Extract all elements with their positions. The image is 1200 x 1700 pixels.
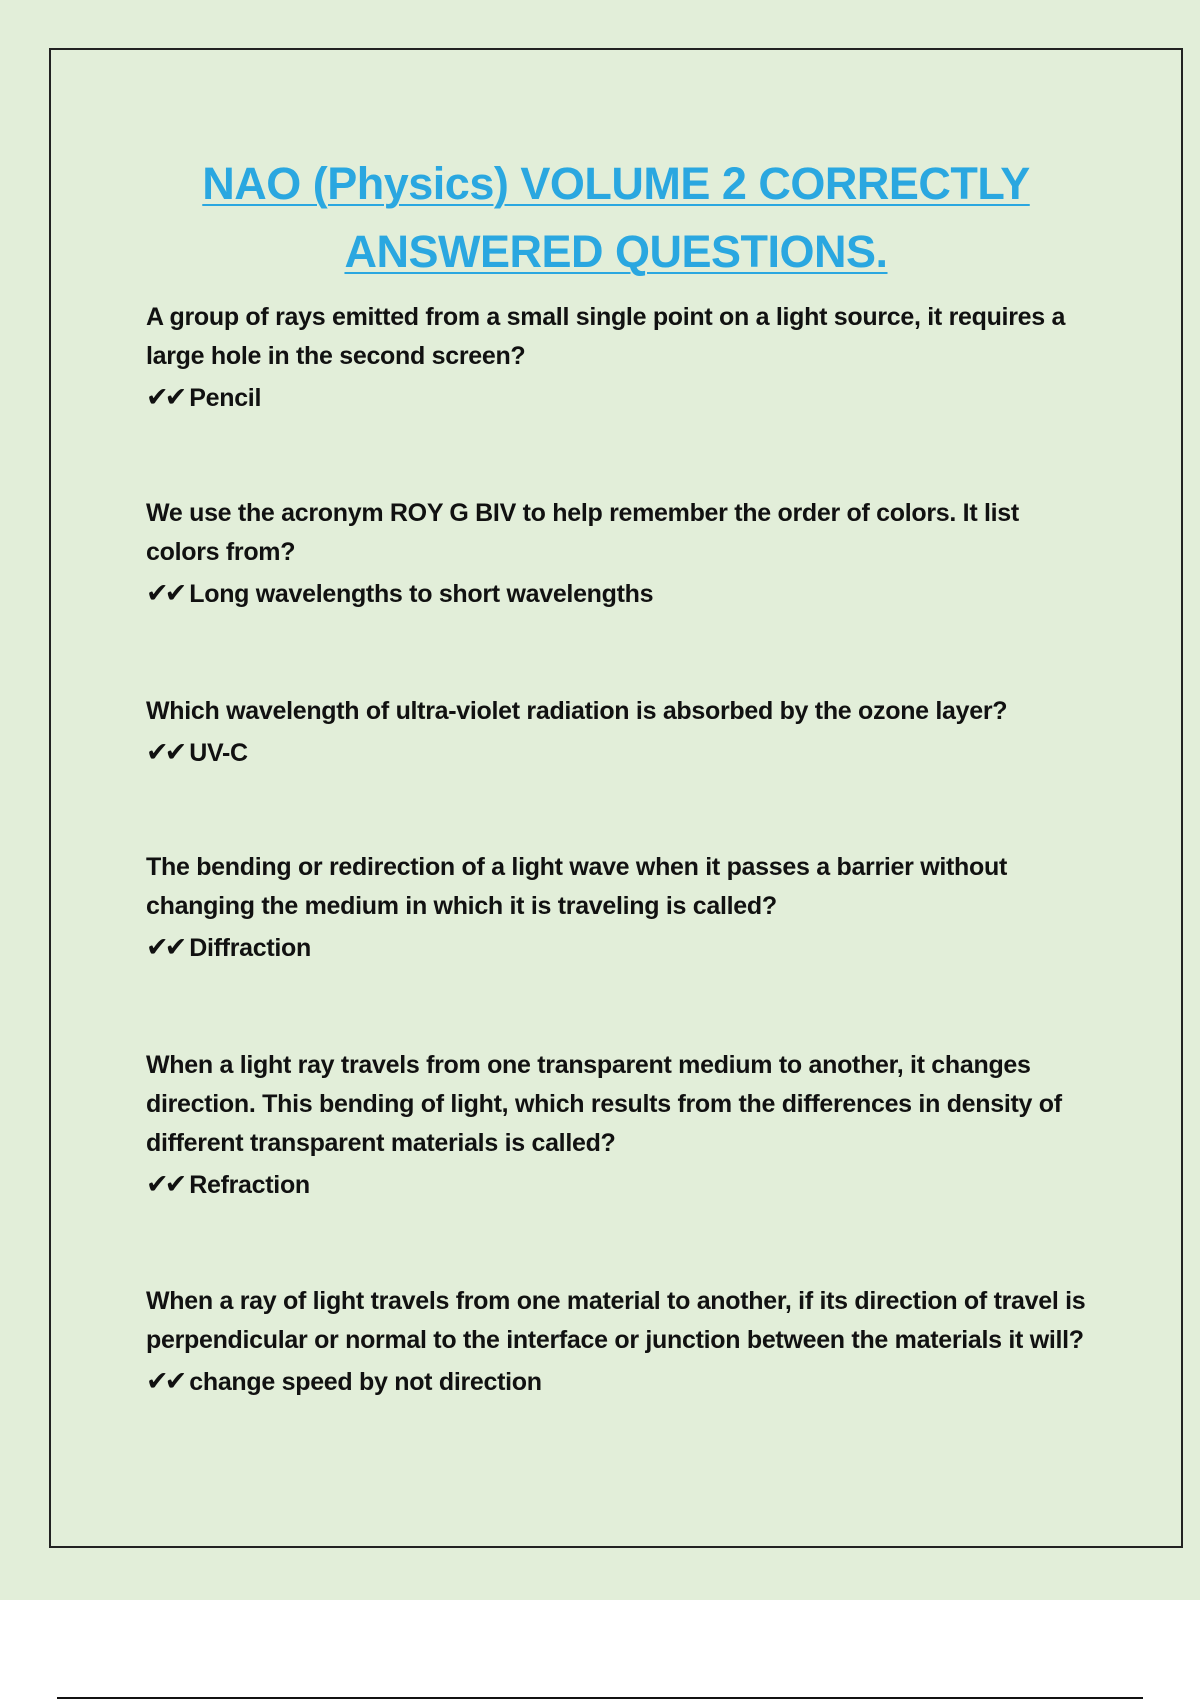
answer-line <box>146 931 1096 965</box>
question-text: Which wavelength of ultra-violet radiation is absorbed by the ozone layer? <box>146 697 1008 725</box>
question-text: We use the acronym ROY G BIV to help remember the order of colors. It list colors from? <box>146 499 1019 566</box>
answer-line <box>146 577 1096 611</box>
answer-text: change speed by not direction <box>189 1368 542 1396</box>
qa-item <box>146 848 1096 965</box>
qa-item <box>146 692 1096 770</box>
question-text: When a ray of light travels from one material to another, if its direction of travel is perpendicular or normal to the interface or junction between the materials it will? <box>146 1287 1086 1354</box>
answer-text: Pencil <box>189 384 262 412</box>
double-check-icon: ✔✔ <box>146 737 184 768</box>
qa-item <box>146 1046 1096 1202</box>
question-text: When a light ray travels from one transparent medium to another, it changes direction. This bending of light, which results from the differences in density of different transparent materials is called? <box>146 1051 1062 1157</box>
qa-item <box>146 1282 1096 1399</box>
question-text: The bending or redirection of a light wave when it passes a barrier without changing the medium in which it is traveling is called? <box>146 853 1007 920</box>
answer-text: UV-C <box>189 739 248 767</box>
double-check-icon: ✔✔ <box>146 1366 184 1397</box>
answer-text: Long wavelengths to short wavelengths <box>189 580 654 608</box>
answer-line <box>146 1365 1096 1399</box>
double-check-icon: ✔✔ <box>146 932 184 963</box>
qa-item <box>146 494 1096 611</box>
double-check-icon: ✔✔ <box>146 578 184 609</box>
double-check-icon: ✔✔ <box>146 1169 184 1200</box>
answer-line <box>146 1168 1096 1202</box>
answer-line <box>146 381 1096 415</box>
answer-text: Diffraction <box>189 934 311 962</box>
qa-item <box>146 298 1096 415</box>
footer-divider <box>57 1697 1143 1699</box>
answer-line <box>146 736 1096 770</box>
answer-text: Refraction <box>189 1171 310 1199</box>
question-text: A group of rays emitted from a small single point on a light source, it requires a large hole in the second screen? <box>146 303 1066 370</box>
document-title: NAO (Physics) VOLUME 2 CORRECTLY ANSWERED QUESTIONS. <box>202 158 1030 277</box>
double-check-icon: ✔✔ <box>146 382 184 413</box>
